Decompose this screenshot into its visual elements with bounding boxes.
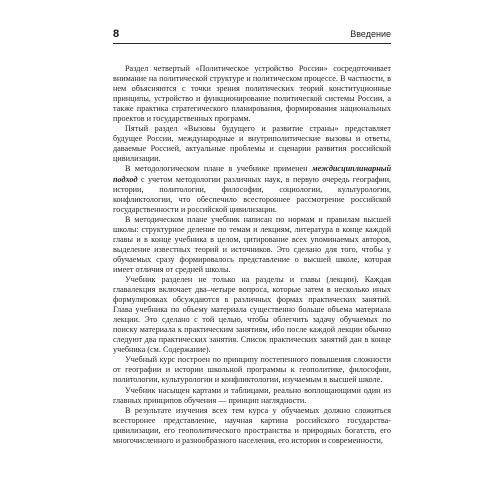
paragraph: В методическом плане учебник написан по нормам и правилам высшей школы: структурное деление по темам и лекциям, литература в конце каждой главы и в конце учебника в целом, цитирование всех упоминаемых авторов, выделение известных теорий и источников. Это сделано для того, чтобы у обучаемых сразу формировалось представление о высшей школе, которая имеет отличия от средней школы. bbox=[113, 214, 391, 274]
body-text bbox=[113, 64, 391, 446]
paragraph: Учебный курс построен по принципу постепенного повышения сложности от географии и истории школьной программы к геополитике, философии, политологии, культурологии и конфликтологии, изучаемым в высшей школе. bbox=[113, 355, 391, 385]
running-head: Введение bbox=[350, 29, 391, 39]
page-header bbox=[113, 28, 391, 42]
paragraph bbox=[113, 164, 391, 214]
paragraph-text: с учетом методологии различных наук, в первую очередь географии, истории, политологии, философии, социологии, культурологии, конфликтологии, что обеспечило всестороннее рассмотрение российской государственности и российской цивилизации. bbox=[113, 174, 391, 214]
paragraph: Учебник насыщен картами и таблицами, реально воплощающими один из главных принципов обучения — принцип наглядности. bbox=[113, 385, 391, 405]
emphasis-term: междисциплинарный подход bbox=[113, 164, 391, 184]
paragraph: В результате изучения всех тем курса у обучаемых должно сложиться всесторонее представление, научная картина российского государства-цивилизации, его геополитического пространства и природных богатств, его многочисленного и разнообразного населения, его истории и современности, bbox=[113, 405, 391, 445]
paragraph: Раздел четвертый «Политическое устройство России» сосредоточивает внимание на политической структуре и политическом процессе. В частности, в нем объясняются с точки зрения политических теорий конституционные принципы, устройство и функционирование политической системы России, а также практика стратегического планирования, формирования национальных проектов и государственных программ. bbox=[113, 64, 391, 124]
page-number: 8 bbox=[113, 28, 120, 40]
header-rule bbox=[113, 43, 391, 44]
paragraph: Учебник разделен не только на разделы и главы (лекции). Каждая главалекция включает два–четыре вопроса, которые затем в несколько иных формулировках обсуждаются в различных формах практических занятий. Глава учебника по объему материала существенно больше объема материала лекции. Это сделано с той целью, чтобы облегчить задачу обучаемых по поиску материала к практическим занятиям, ибо после каждой лекции обычно следуют два практических занятия. Список практических занятий дан в конце учебника (см. Содержание). bbox=[113, 274, 391, 355]
paragraph-text: В методологическом плане в учебнике применен bbox=[125, 164, 312, 174]
paragraph: Пятый раздел «Вызовы будущего и развитие страны» представляет будущее России, международные и внутриполитические вызовы и ответы, даваемые Россией, актуальные проблемы и сценарии развития российской цивилизации. bbox=[113, 124, 391, 164]
